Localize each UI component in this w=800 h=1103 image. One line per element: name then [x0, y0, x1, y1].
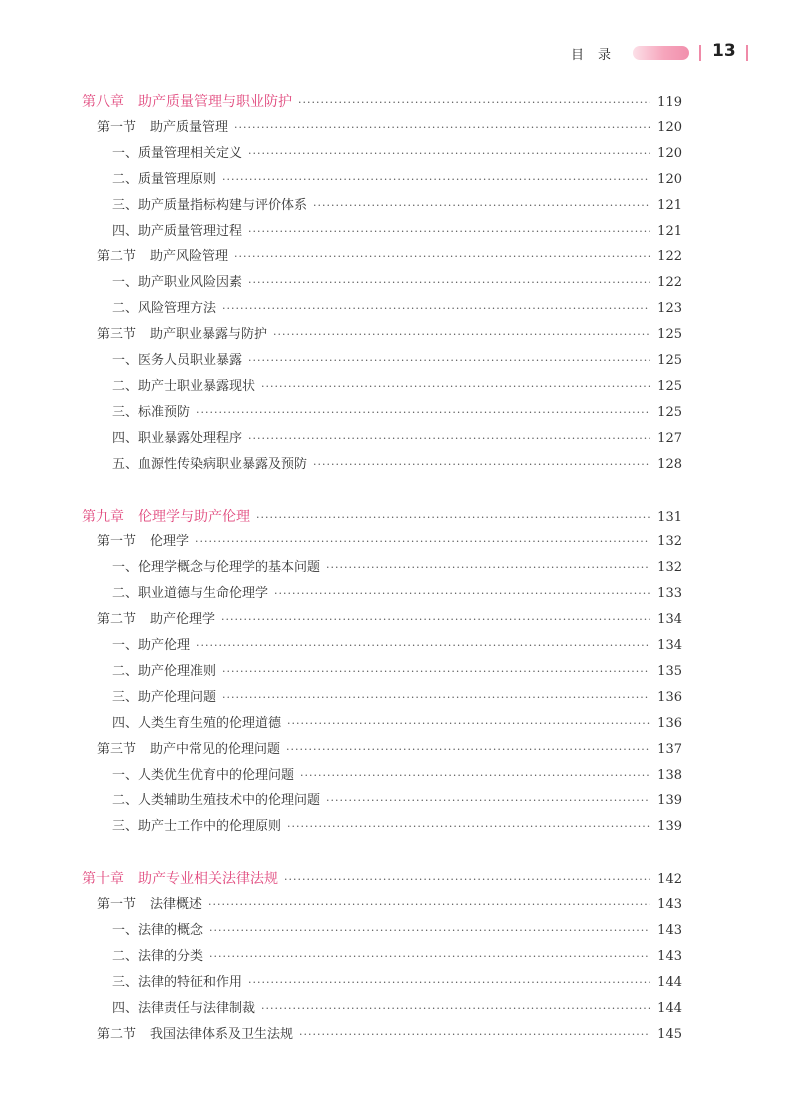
toc-entry-number: 第二节 — [97, 249, 137, 265]
dot-leader — [222, 685, 650, 711]
dot-leader — [273, 322, 650, 348]
toc-entry-text: 二、助产士职业暴露现状 — [112, 378, 256, 394]
toc-entry-title — [97, 529, 189, 555]
toc-entry-title — [97, 115, 228, 141]
toc-sub-row[interactable] — [112, 426, 682, 452]
toc-page-number: 138 — [657, 767, 682, 783]
toc-entry-title — [97, 322, 267, 348]
dot-leader — [298, 90, 650, 116]
dot-leader — [256, 505, 650, 531]
dot-leader — [299, 1022, 650, 1048]
toc-page-number: 120 — [657, 119, 682, 135]
dot-leader — [313, 193, 650, 219]
toc-page-number: 125 — [657, 378, 682, 394]
toc-chapter-row[interactable] — [82, 866, 682, 892]
toc-entry-text: 一、质量管理相关定义 — [112, 145, 243, 161]
toc-page-number: 125 — [657, 353, 682, 368]
toc-entry-text: 我国法律体系及卫生法规 — [150, 1026, 294, 1042]
toc-page-number: 120 — [657, 171, 682, 187]
toc-entry-title — [112, 219, 242, 245]
toc-entry-title — [97, 244, 228, 270]
dot-leader — [195, 529, 650, 555]
toc-sub-row[interactable] — [112, 555, 682, 581]
dot-leader — [248, 270, 650, 296]
header-title: 目录 — [571, 48, 626, 63]
toc-entry-title — [112, 763, 294, 789]
toc-sub-row[interactable] — [112, 685, 682, 711]
toc-page-number: 136 — [657, 715, 682, 731]
dot-leader — [326, 788, 650, 814]
toc-entry-title — [112, 426, 242, 452]
toc-page-number: 145 — [657, 1026, 682, 1042]
toc-page-number: 132 — [657, 534, 682, 550]
dot-leader — [286, 737, 650, 763]
toc-entry-number: 第二节 — [97, 612, 137, 628]
toc-entry-title — [112, 141, 242, 167]
toc-page-number: 134 — [657, 638, 682, 653]
toc-page-number: 139 — [657, 819, 682, 835]
toc-entry-title — [112, 555, 320, 581]
toc-entry-title — [112, 296, 216, 322]
toc-sub-row[interactable] — [112, 996, 682, 1022]
toc-entry-number: 第二节 — [97, 1026, 137, 1042]
toc-entry-text: 四、法律责任与法律制裁 — [112, 1000, 256, 1016]
dot-leader — [209, 918, 650, 944]
toc-sub-row[interactable] — [112, 944, 682, 970]
header-divider — [699, 45, 701, 61]
toc-entry-title — [112, 193, 307, 219]
toc-entry-title — [97, 737, 280, 763]
dot-leader — [234, 115, 650, 141]
toc-entry-text: 二、人类辅助生殖技术中的伦理问题 — [112, 793, 321, 809]
toc-sub-row[interactable] — [112, 167, 682, 193]
toc-entry-text: 三、助产质量指标构建与评价体系 — [112, 197, 308, 213]
toc-entry-text: 伦理学与助产伦理 — [138, 508, 250, 525]
dot-leader — [196, 633, 650, 659]
toc-page-number: 122 — [657, 275, 682, 291]
toc-entry-title — [112, 711, 281, 737]
toc-entry-text: 法律概述 — [150, 897, 203, 913]
toc-entry-text: 助产质量管理 — [150, 119, 229, 135]
dot-leader — [248, 348, 650, 374]
toc-entry-text: 一、助产伦理 — [112, 638, 191, 653]
toc-entry-text: 三、助产士工作中的伦理原则 — [112, 819, 282, 835]
toc-entry-text: 二、质量管理原则 — [112, 171, 217, 187]
toc-entry-title — [112, 452, 307, 478]
toc-section-row[interactable] — [97, 1022, 682, 1048]
dot-leader — [222, 167, 650, 193]
toc-page-number: 137 — [657, 741, 682, 757]
toc-sub-row[interactable] — [112, 452, 682, 478]
toc-entry-text: 助产质量管理与职业防护 — [138, 94, 292, 110]
page-number: 13 — [712, 41, 736, 61]
toc-entry-number: 第三节 — [97, 327, 137, 343]
dot-leader — [261, 374, 650, 400]
toc-entry-title — [97, 892, 202, 918]
toc-entry-title — [112, 348, 242, 374]
toc-sub-row[interactable] — [112, 270, 682, 296]
toc-section-row[interactable] — [97, 244, 682, 270]
toc-page-number: 122 — [657, 249, 682, 265]
toc-entry-text: 五、血源性传染病职业暴露及预防 — [112, 456, 308, 472]
dot-leader — [261, 996, 650, 1022]
toc-entry-title — [112, 167, 216, 193]
toc-page-number: 133 — [657, 586, 682, 602]
toc-entry-text: 三、法律的特征和作用 — [112, 974, 243, 990]
toc-entry-title — [82, 866, 278, 892]
toc-entry-title — [112, 944, 203, 970]
toc-section-row[interactable] — [97, 529, 682, 555]
toc-entry-text: 一、医务人员职业暴露 — [112, 353, 243, 368]
toc-sub-row[interactable] — [112, 763, 682, 789]
toc-section-row[interactable] — [97, 322, 682, 348]
toc-sub-row[interactable] — [112, 918, 682, 944]
toc-section-row[interactable] — [97, 607, 682, 633]
dot-leader — [300, 763, 650, 789]
toc-page-number: 132 — [657, 560, 682, 576]
dot-leader — [274, 581, 650, 607]
dot-leader — [248, 219, 650, 245]
toc-sub-row[interactable] — [112, 348, 682, 374]
toc-entry-title — [82, 504, 250, 530]
toc-page-number: 134 — [657, 612, 682, 628]
toc-entry-text: 助产专业相关法律法规 — [138, 871, 278, 888]
toc-page-number: 125 — [657, 327, 682, 343]
toc-sub-row[interactable] — [112, 633, 682, 659]
toc-entry-title — [112, 270, 242, 296]
toc-sub-row[interactable] — [112, 193, 682, 219]
toc-sub-row[interactable] — [112, 814, 682, 840]
dot-leader — [248, 141, 650, 167]
toc-entry-title — [112, 685, 216, 711]
toc-entry-title — [97, 607, 215, 633]
dot-leader — [222, 296, 650, 322]
toc-entry-text: 助产伦理学 — [150, 612, 216, 628]
toc-entry-number: 第一节 — [97, 534, 137, 550]
toc-section-row[interactable] — [97, 737, 682, 763]
toc-entry-title — [112, 918, 203, 944]
toc-entry-text: 一、伦理学概念与伦理学的基本问题 — [112, 560, 321, 576]
toc-page-number: 121 — [657, 223, 682, 239]
toc-entry-title — [97, 1022, 293, 1048]
toc-entry-text: 一、法律的概念 — [112, 923, 204, 938]
toc-page-number: 123 — [657, 301, 682, 317]
toc-sub-row[interactable] — [112, 141, 682, 167]
toc-chapter-row[interactable] — [82, 504, 682, 530]
toc-page-number: 127 — [657, 430, 682, 446]
toc-page-number: 144 — [657, 1000, 682, 1016]
toc-entry-title — [112, 970, 242, 996]
toc-entry-title — [112, 581, 268, 607]
toc-entry-text: 一、人类优生优育中的伦理问题 — [112, 767, 295, 783]
toc-entry-text: 助产风险管理 — [150, 249, 229, 265]
toc-entry-text: 三、标准预防 — [112, 404, 191, 420]
toc-entry-text: 二、风险管理方法 — [112, 301, 217, 317]
dot-leader — [287, 711, 650, 737]
toc-entry-text: 一、助产职业风险因素 — [112, 275, 243, 291]
toc-sub-row[interactable] — [112, 788, 682, 814]
toc-sub-row[interactable] — [112, 659, 682, 685]
toc-entry-number: 第三节 — [97, 741, 137, 757]
toc-page-number: 119 — [657, 95, 682, 110]
toc-page-number: 131 — [657, 509, 682, 525]
dot-leader — [196, 400, 650, 426]
toc-entry-text: 二、助产伦理准则 — [112, 663, 217, 679]
toc-entry-title — [112, 996, 255, 1022]
toc-section-row[interactable] — [97, 892, 682, 918]
toc-sub-row[interactable] — [112, 374, 682, 400]
toc-entry-text: 三、助产伦理问题 — [112, 689, 217, 705]
toc-entry-text: 二、法律的分类 — [112, 948, 204, 964]
toc-entry-text: 四、职业暴露处理程序 — [112, 430, 243, 446]
toc-sub-row[interactable] — [112, 219, 682, 245]
header-decoration-bar — [633, 46, 689, 60]
toc-section-row[interactable] — [97, 115, 682, 141]
toc-entry-title — [112, 374, 255, 400]
dot-leader — [208, 892, 650, 918]
toc-entry-number: 第一节 — [97, 119, 137, 135]
toc-entry-title — [112, 633, 190, 659]
toc-page-number: 143 — [657, 948, 682, 964]
toc-sub-row[interactable] — [112, 711, 682, 737]
toc-page-number: 120 — [657, 145, 682, 161]
toc-page-number: 128 — [657, 456, 682, 472]
toc-page-number: 125 — [657, 404, 682, 420]
toc-entry-text: 伦理学 — [150, 534, 190, 550]
toc-entry-text: 四、助产质量管理过程 — [112, 223, 243, 239]
dot-leader — [248, 970, 650, 996]
dot-leader — [209, 944, 650, 970]
toc-page-number: 144 — [657, 974, 682, 990]
toc-entry-text: 助产职业暴露与防护 — [150, 327, 268, 343]
toc-entry-number: 第八章 — [82, 94, 124, 110]
page-header — [0, 40, 800, 68]
header-divider — [746, 45, 748, 61]
toc-page-number: 135 — [657, 663, 682, 679]
toc-entry-number: 第一节 — [97, 897, 137, 913]
toc-entry-title — [82, 89, 292, 115]
toc-page-number: 143 — [657, 923, 682, 938]
toc-sub-row[interactable] — [112, 970, 682, 996]
dot-leader — [221, 607, 650, 633]
toc-entry-title — [112, 400, 190, 426]
toc-sub-row[interactable] — [112, 296, 682, 322]
toc-page-number: 143 — [657, 897, 682, 913]
toc-entry-title — [112, 659, 216, 685]
toc-page-number: 136 — [657, 689, 682, 705]
dot-leader — [234, 244, 650, 270]
toc-chapter-row[interactable] — [82, 89, 682, 115]
toc-page-number: 121 — [657, 197, 682, 213]
toc-entry-title — [112, 814, 281, 840]
toc-entry-text: 四、人类生育生殖的伦理道德 — [112, 715, 282, 731]
toc-entry-title — [112, 788, 320, 814]
toc-page-number: 142 — [657, 872, 682, 888]
dot-leader — [284, 867, 650, 893]
dot-leader — [287, 814, 650, 840]
toc-entry-number: 第十章 — [82, 871, 124, 888]
dot-leader — [248, 426, 650, 452]
dot-leader — [326, 555, 650, 581]
dot-leader — [313, 452, 650, 478]
toc-page-number: 139 — [657, 793, 682, 809]
toc-entry-text: 助产中常见的伦理问题 — [150, 741, 281, 757]
toc-sub-row[interactable] — [112, 581, 682, 607]
dot-leader — [222, 659, 650, 685]
toc-entry-text: 二、职业道德与生命伦理学 — [112, 586, 269, 602]
toc-sub-row[interactable] — [112, 400, 682, 426]
toc-entry-number: 第九章 — [82, 508, 124, 525]
